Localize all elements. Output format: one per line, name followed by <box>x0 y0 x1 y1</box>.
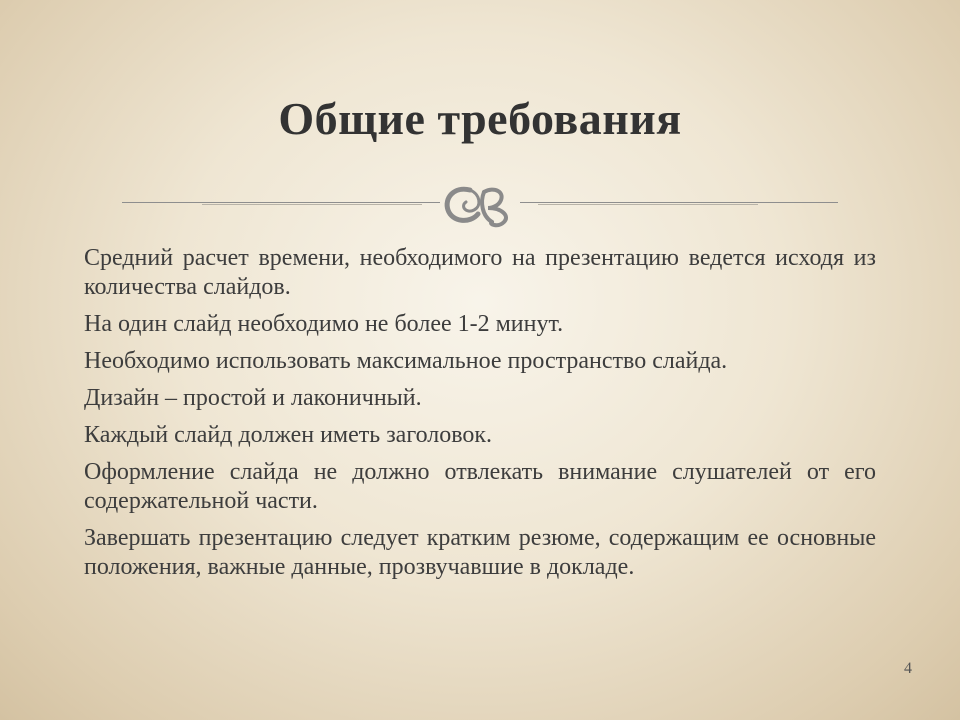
body-paragraph: Каждый слайд должен иметь заголовок. <box>84 422 493 448</box>
slide-title: Общие требования <box>278 93 682 144</box>
ornament-flourish-icon <box>440 180 520 228</box>
body-paragraph: Оформление слайда не должно отвлекать внимание слушателей от его содержательной части. <box>84 459 876 514</box>
body-paragraph: Средний расчет времени, необходимого на презентацию ведется исходя из количества слайдов. <box>84 245 876 300</box>
divider-line-left <box>122 202 440 203</box>
body-paragraph: Дизайн – простой и лаконичный. <box>84 385 422 411</box>
body-paragraph: Завершать презентацию следует кратким резюме, содержащим ее основные положения, важные данные, прозвучавшие в докладе. <box>84 525 876 580</box>
page-number: 4 <box>904 660 912 677</box>
body-paragraph: На один слайд необходимо не более 1-2 минут. <box>84 311 564 337</box>
title-divider <box>122 180 838 228</box>
body-paragraph: Необходимо использовать максимальное пространство слайда. <box>84 348 728 374</box>
slide-body <box>84 244 876 590</box>
divider-line-right <box>520 202 838 203</box>
